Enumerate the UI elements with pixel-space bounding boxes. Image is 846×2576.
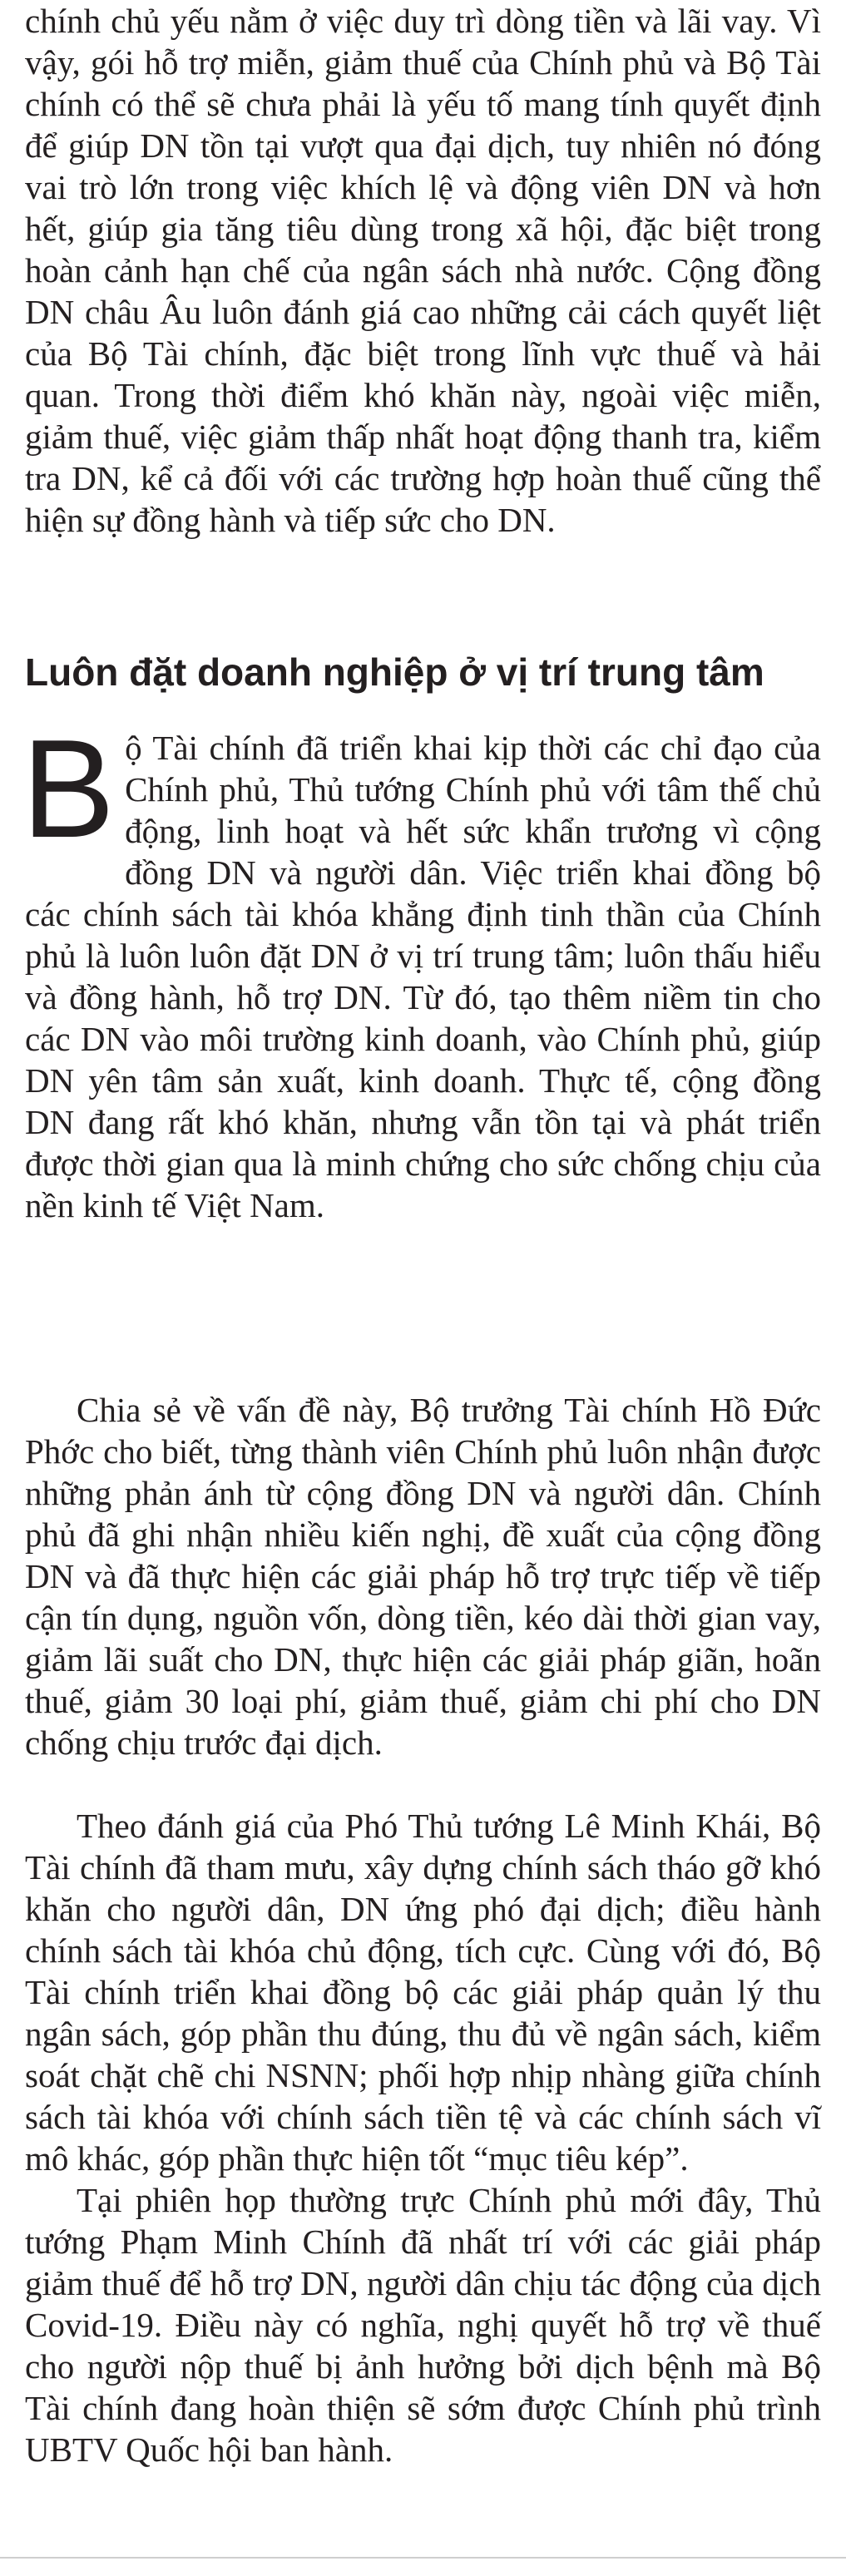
bottom-divider bbox=[0, 2557, 846, 2559]
drop-cap: B bbox=[22, 710, 116, 867]
paragraph-3: Theo đánh giá của Phó Thủ tướng Lê Minh Khái, Bộ Tài chính đã tham mưu, xây dựng chính sách tháo gỡ khó khăn cho người dân, DN ứng phó đại dịch; điều hành chính sách tài khóa chủ động, tích cực. Cùng với đó, Bộ Tài chính triển khai đồng bộ các giải pháp quản lý thu ngân sách, góp phần thu đúng, thu đủ về ngân sách, kiểm soát chặt chẽ chi NSNN; phối hợp nhịp nhàng giữa chính sách tài khóa với chính sách tiền tệ và các chính sách vĩ mô khác, góp phần thực hiện tốt “mục tiêu kép”. bbox=[25, 1807, 821, 2178]
paragraph-1 bbox=[22, 710, 821, 1226]
paragraph-4: Tại phiên họp thường trực Chính phủ mới đây, Thủ tướng Phạm Minh Chính đã nhất trí với các giải pháp giảm thuế để hỗ trợ DN, người dân chịu tác động của dịch Covid-19. Điều này có nghĩa, nghị quyết hỗ trợ về thuế cho người nộp thuế bị ảnh hưởng bởi dịch bệnh mà Bộ Tài chính đang hoàn thiện sẽ sớm được Chính phủ trình UBTV Quốc hội ban hành. bbox=[25, 2181, 821, 2469]
section-heading: Luôn đặt doanh nghiệp ở vị trí trung tâm bbox=[25, 650, 764, 694]
intro-paragraph: chính chủ yếu nằm ở việc duy trì dòng tiền và lãi vay. Vì vậy, gói hỗ trợ miễn, giảm thuế của Chính phủ và Bộ Tài chính có thể sẽ chưa phải là yếu tố mang tính quyết định để giúp DN tồn tại vượt qua đại dịch, tuy nhiên nó đóng vai trò lớn trong việc khích lệ và động viên DN và hơn hết, giúp gia tăng tiêu dùng trong xã hội, đặc biệt trong hoàn cảnh hạn chế của ngân sách nhà nước. Cộng đồng DN châu Âu luôn đánh giá cao những cải cách quyết liệt của Bộ Tài chính, đặc biệt trong lĩnh vực thuế và hải quan. Trong thời điểm khó khăn này, ngoài việc miễn, giảm thuế, việc giảm thấp nhất hoạt động thanh tra, kiểm tra DN, kể cả đối với các trường hợp hoàn thuế cũng thể hiện sự đồng hành và tiếp sức cho DN. bbox=[25, 2, 821, 539]
paragraph-1-text: ộ Tài chính đã triển khai kịp thời các chỉ đạo của Chính phủ, Thủ tướng Chính phủ với tâm thế chủ động, linh hoạt và hết sức khẩn trương vì cộng đồng DN và người dân. Việc triển khai đồng bộ các chính sách tài khóa khẳng định tinh thần của Chính phủ là luôn luôn đặt DN ở vị trí trung tâm; luôn thấu hiểu và đồng hành, hỗ trợ DN. Từ đó, tạo thêm niềm tin cho các DN vào môi trường kinh doanh, vào Chính phủ, giúp DN yên tâm sản xuất, kinh doanh. Thực tế, cộng đồng DN đang rất khó khăn, nhưng vẫn tồn tại và phát triển được thời gian qua là minh chứng cho sức chống chịu của nền kinh tế Việt Nam. bbox=[25, 729, 821, 1224]
paragraph-2: Chia sẻ về vấn đề này, Bộ trưởng Tài chính Hồ Đức Phớc cho biết, từng thành viên Chính phủ luôn nhận được những phản ánh từ cộng đồng DN và người dân. Chính phủ đã ghi nhận nhiều kiến nghị, đề xuất của cộng đồng DN và đã thực hiện các giải pháp hỗ trợ trực tiếp về tiếp cận tín dụng, nguồn vốn, dòng tiền, kéo dài thời gian vay, giảm lãi suất cho DN, thực hiện các giải pháp giãn, hoãn thuế, giảm 30 loại phí, giảm thuế, giảm chi phí cho DN chống chịu trước đại dịch. bbox=[25, 1391, 821, 1762]
